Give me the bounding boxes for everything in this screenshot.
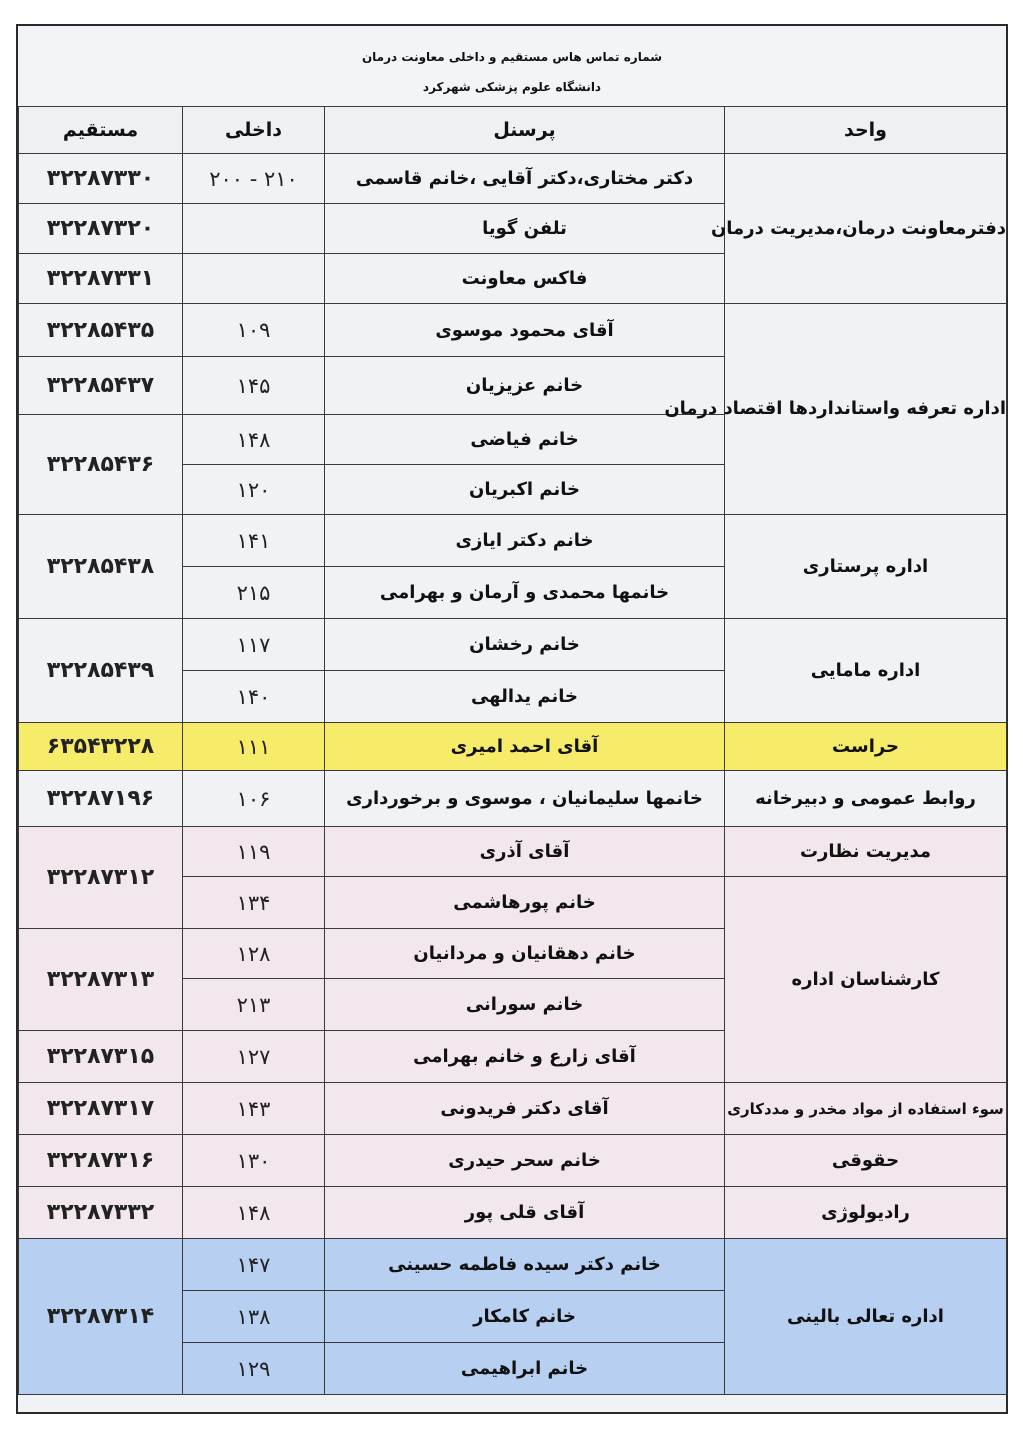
table-row (19, 515, 1007, 567)
internal-number: ۱۳۴ (183, 877, 325, 929)
direct-number: ۳۲۲۸۵۴۳۸ (19, 515, 183, 619)
header-personnel: پرسنل (325, 107, 725, 154)
person-name: خانم سحر حیدری (325, 1135, 725, 1187)
internal-number: ۱۲۷ (183, 1031, 325, 1083)
person-name: خانم یدالهی (325, 671, 725, 723)
person-name: آقای زارع و خانم بهرامی (325, 1031, 725, 1083)
person-name: خانم سورانی (325, 979, 725, 1031)
table-row (19, 1239, 1007, 1291)
person-name: آقای قلی پور (325, 1187, 725, 1239)
internal-number: ۲۱۳ (183, 979, 325, 1031)
internal-number: ۲۰۰ - ۲۱۰ (183, 154, 325, 204)
internal-number: ۱۲۸ (183, 929, 325, 979)
internal-number: ۱۱۱ (183, 723, 325, 771)
internal-number: ۱۴۸ (183, 1187, 325, 1239)
unit-name: اداره تعالی بالینی (725, 1239, 1007, 1395)
internal-number: ۲۱۵ (183, 567, 325, 619)
table-row (19, 1083, 1007, 1135)
unit-name: سوء استفاده از مواد مخدر و مددکاری (725, 1083, 1007, 1135)
person-name: خانم اکبریان (325, 465, 725, 515)
direct-number: ۳۲۲۸۷۳۲۰ (19, 204, 183, 254)
person-name: آقای آذری (325, 827, 725, 877)
table-row (19, 154, 1007, 204)
unit-name: اداره پرستاری (725, 515, 1007, 619)
table-row (19, 1187, 1007, 1239)
direct-number: ۳۲۲۸۵۴۳۹ (19, 619, 183, 723)
header-row (19, 107, 1007, 154)
direct-number: ۳۲۲۸۷۳۳۱ (19, 254, 183, 304)
unit-name: مدیریت نظارت (725, 827, 1007, 877)
direct-number: ۳۲۲۸۷۳۱۷ (19, 1083, 183, 1135)
unit-name: حقوقی (725, 1135, 1007, 1187)
internal-number: ۱۴۰ (183, 671, 325, 723)
direct-number: ۳۲۲۸۵۴۳۵ (19, 304, 183, 357)
contacts-table (18, 106, 1007, 1395)
person-name: آقای دکتر فریدونی (325, 1083, 725, 1135)
table-row (19, 304, 1007, 357)
person-name: خانم کامکار (325, 1291, 725, 1343)
internal-number: ۱۱۷ (183, 619, 325, 671)
person-name: خانم پورهاشمی (325, 877, 725, 929)
internal-number (183, 204, 325, 254)
person-name: آقای محمود موسوی (325, 304, 725, 357)
person-name: خانم رخشان (325, 619, 725, 671)
title-line-1: شماره تماس هاس مستقیم و داخلی معاونت درمان (361, 50, 663, 64)
unit-name: رادیولوژی (725, 1187, 1007, 1239)
person-name: تلفن گویا (325, 204, 725, 254)
direct-number: ۳۲۲۸۷۳۳۲ (19, 1187, 183, 1239)
table-row (19, 1135, 1007, 1187)
direct-number: ۳۲۲۸۷۳۱۴ (19, 1239, 183, 1395)
internal-number: ۱۴۳ (183, 1083, 325, 1135)
table-row (19, 619, 1007, 671)
person-name: خانم عزیزیان (325, 357, 725, 415)
table-row (19, 771, 1007, 827)
unit-name: دفترمعاونت درمان،مدیریت درمان (725, 154, 1007, 304)
unit-name: اداره تعرفه واستانداردها اقتصاد درمان (725, 304, 1007, 515)
direct-number: ۳۲۲۸۷۳۳۰ (19, 154, 183, 204)
contact-sheet (16, 24, 1008, 1414)
person-name: خانمها محمدی و آرمان و بهرامی (325, 567, 725, 619)
title-block (18, 26, 1006, 106)
person-name: فاکس معاونت (325, 254, 725, 304)
direct-number: ۳۲۲۸۷۳۱۲ (19, 827, 183, 929)
internal-number: ۱۴۱ (183, 515, 325, 567)
person-name: خانمها سلیمانیان ، موسوی و برخورداری (325, 771, 725, 827)
table-row (19, 723, 1007, 771)
direct-number: ۳۲۲۸۷۳۱۳ (19, 929, 183, 1031)
internal-number: ۱۲۹ (183, 1343, 325, 1395)
title-line-2: دانشگاه علوم پزشکی شهرکرد (422, 80, 602, 94)
unit-name: اداره مامایی (725, 619, 1007, 723)
internal-number (183, 254, 325, 304)
internal-number: ۱۴۷ (183, 1239, 325, 1291)
direct-number: ۶۳۵۴۳۲۲۸ (19, 723, 183, 771)
person-name: خانم فیاضی (325, 415, 725, 465)
internal-number: ۱۰۶ (183, 771, 325, 827)
person-name: آقای احمد امیری (325, 723, 725, 771)
header-internal: داخلی (183, 107, 325, 154)
person-name: خانم ابراهیمی (325, 1343, 725, 1395)
header-direct: مستقیم (19, 107, 183, 154)
unit-name: روابط عمومی و دبیرخانه (725, 771, 1007, 827)
direct-number: ۳۲۲۸۷۳۱۵ (19, 1031, 183, 1083)
person-name: خانم دکتر ایازی (325, 515, 725, 567)
person-name: دکتر مختاری،دکتر آقایی ،خانم قاسمی (325, 154, 725, 204)
direct-number: ۳۲۲۸۵۴۳۷ (19, 357, 183, 415)
internal-number: ۱۳۰ (183, 1135, 325, 1187)
direct-number: ۳۲۲۸۵۴۳۶ (19, 415, 183, 515)
person-name: خانم دکتر سیده فاطمه حسینی (325, 1239, 725, 1291)
person-name: خانم دهقانیان و مردانیان (325, 929, 725, 979)
internal-number: ۱۲۰ (183, 465, 325, 515)
header-unit: واحد (725, 107, 1007, 154)
internal-number: ۱۰۹ (183, 304, 325, 357)
internal-number: ۱۳۸ (183, 1291, 325, 1343)
internal-number: ۱۴۸ (183, 415, 325, 465)
internal-number: ۱۴۵ (183, 357, 325, 415)
direct-number: ۳۲۲۸۷۳۱۶ (19, 1135, 183, 1187)
direct-number: ۳۲۲۸۷۱۹۶ (19, 771, 183, 827)
table-row (19, 827, 1007, 877)
internal-number: ۱۱۹ (183, 827, 325, 877)
unit-name: حراست (725, 723, 1007, 771)
unit-name: کارشناسان اداره (725, 877, 1007, 1083)
